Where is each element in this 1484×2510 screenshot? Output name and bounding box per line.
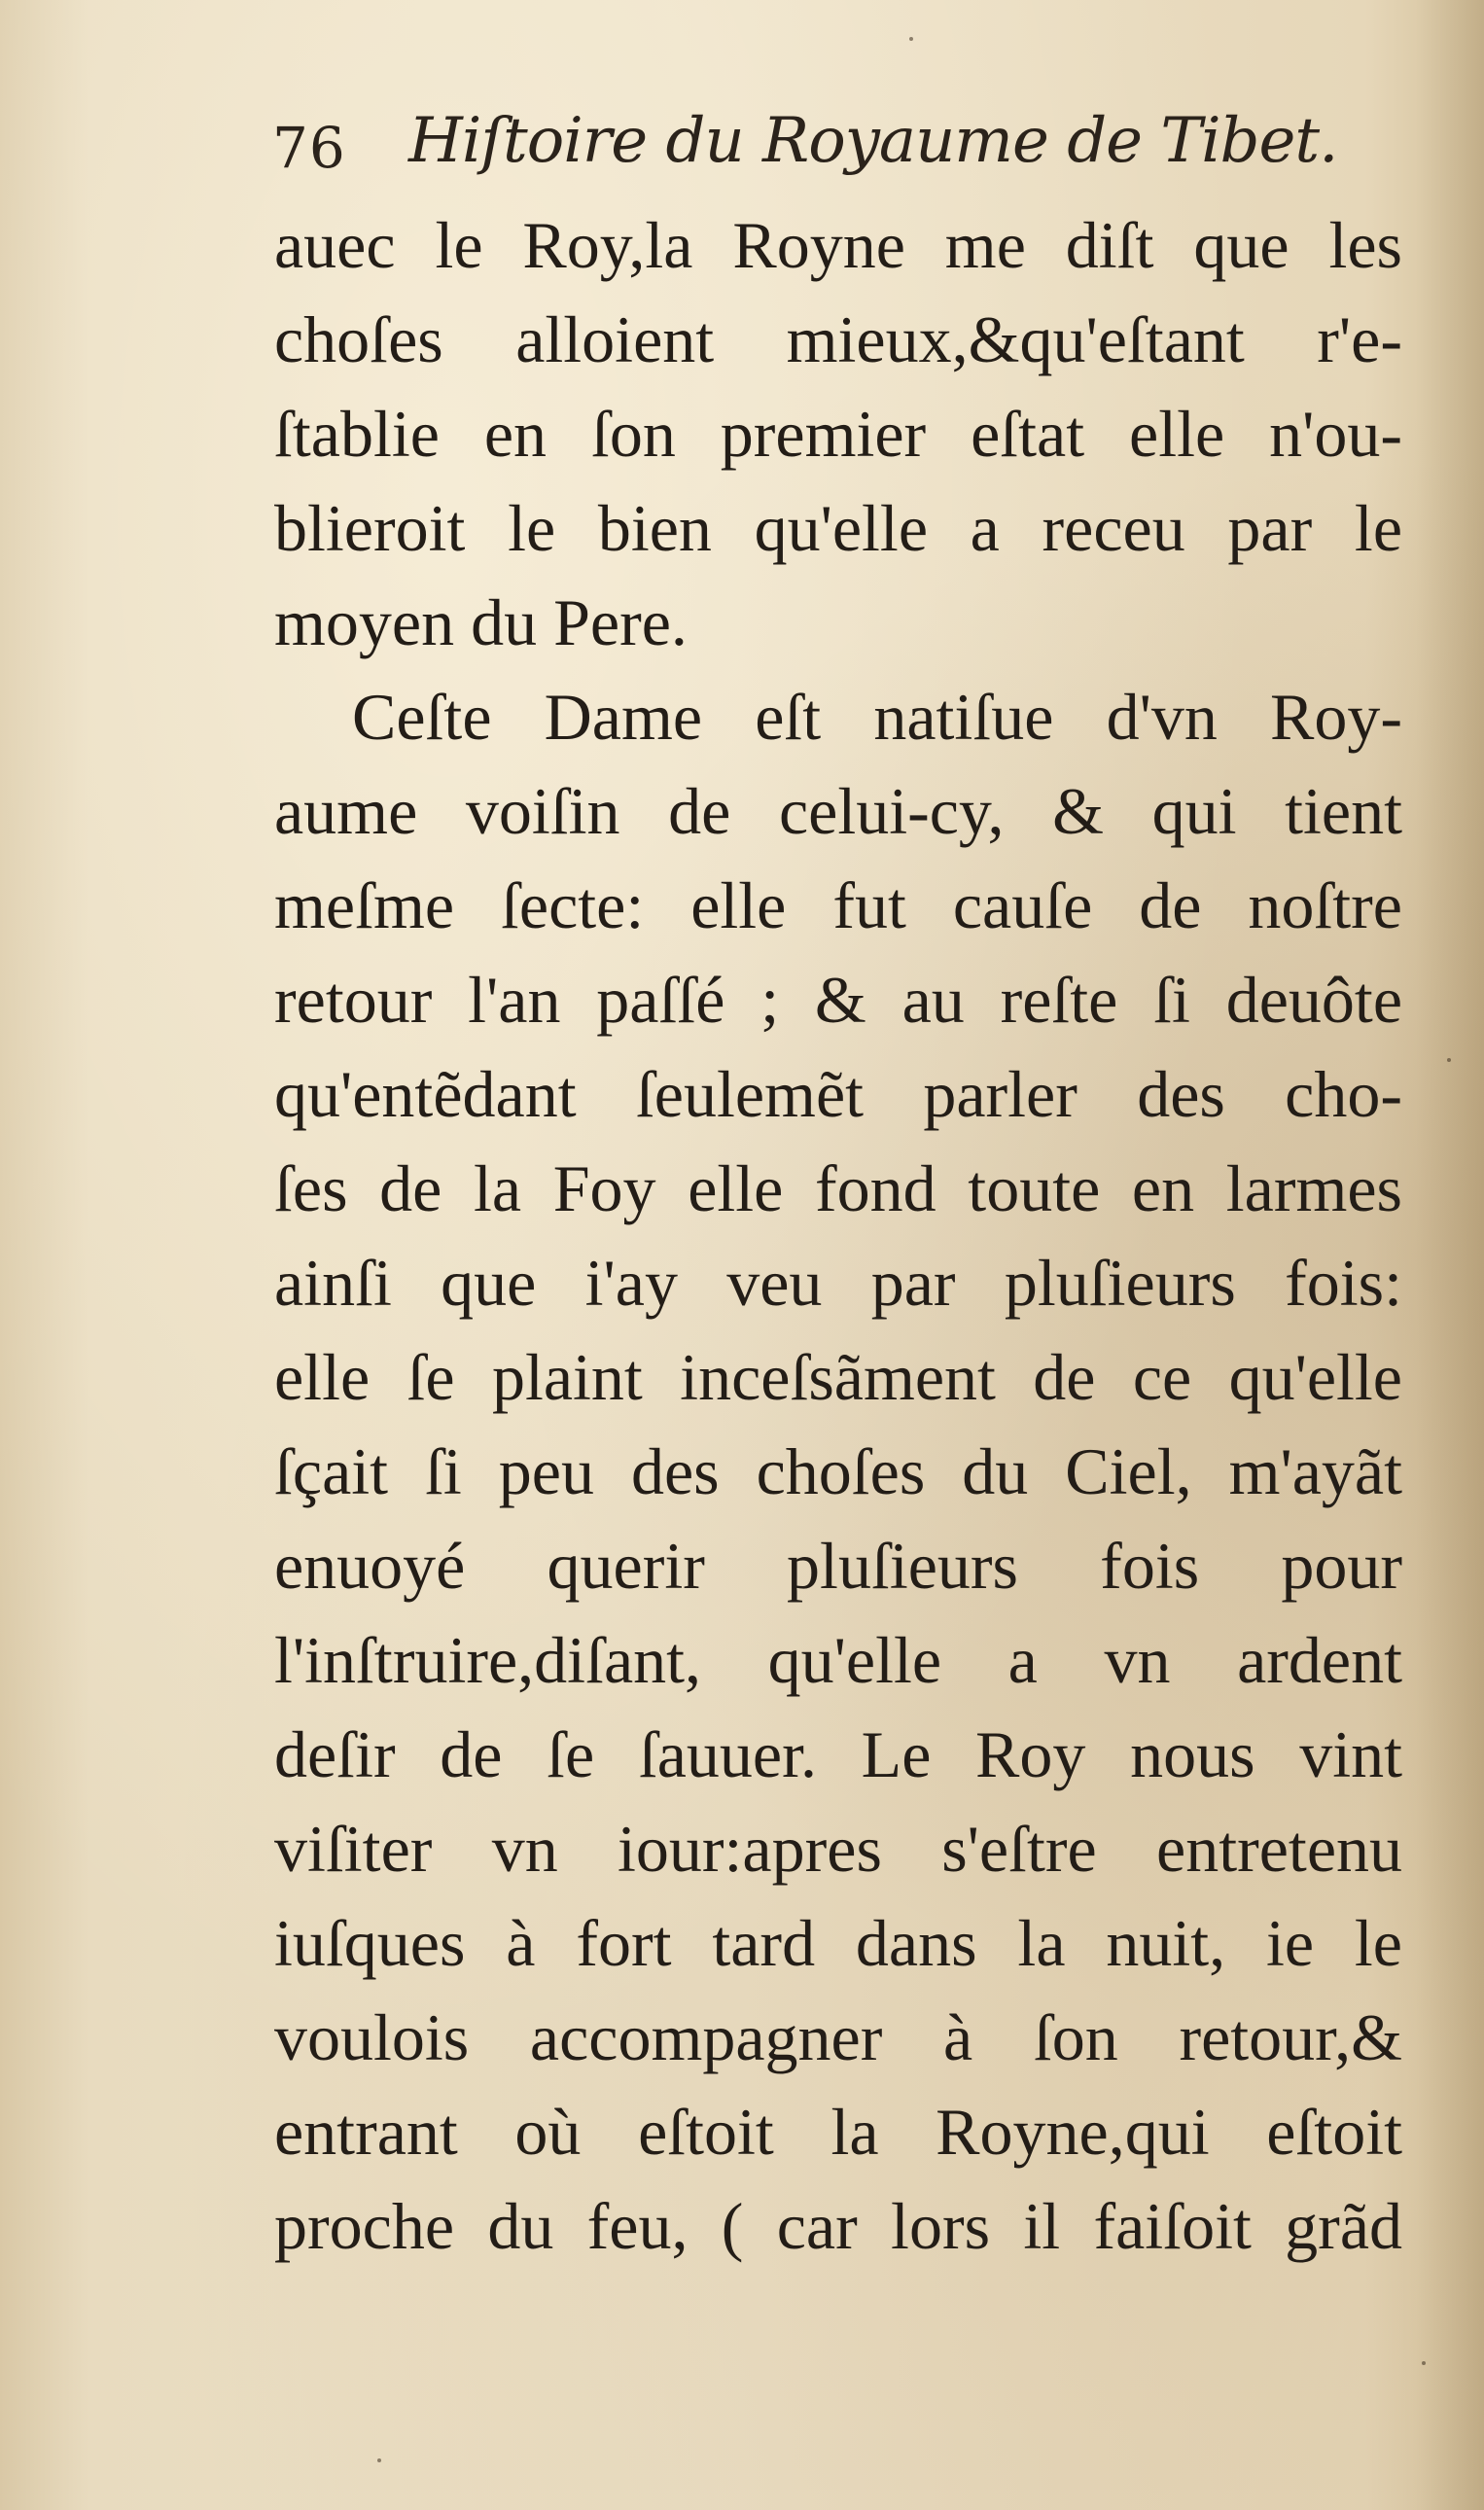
text-line: enuoyé querir pluſieurs fois pour (274, 1529, 1402, 1603)
running-title: Hiſtoire du Royaume de Tibet. (408, 105, 1338, 177)
text-line: qu'entẽdant ſeulemẽt parler des cho- (274, 1057, 1402, 1131)
running-head (272, 105, 1400, 212)
text-line: l'inſtruire,diſant, qu'elle a vn ardent (274, 1623, 1402, 1697)
paper-speck (1447, 1058, 1451, 1062)
text-line: viſiter vn iour:apres s'eſtre entretenu (274, 1812, 1402, 1886)
text-line: voulois accompagner à ſon retour,& (274, 2000, 1402, 2074)
text-line: iuſques à fort tard dans la nuit, ie le (274, 1906, 1402, 1980)
text-line: ſtablie en ſon premier eſtat elle n'ou- (274, 397, 1402, 471)
page-number: 76 (272, 115, 346, 181)
paper-speck (909, 37, 913, 41)
text-line: moyen du Pere. (274, 585, 688, 659)
text-line: ſçait ſi peu des choſes du Ciel, m'ayãt (274, 1434, 1402, 1508)
paper-speck (1422, 2361, 1426, 2365)
body-text (274, 198, 1402, 2274)
page-edge-shadow (1416, 0, 1484, 2510)
text-line: retour l'an paſſé ; & au reſte ſi deuôte (274, 963, 1402, 1037)
text-line: aume voiſin de celui-cy, & qui tient (274, 774, 1402, 848)
text-line: deſir de ſe ſauuer. Le Roy nous vint (274, 1717, 1402, 1791)
text-line: auec le Roy,la Royne me diſt que les (274, 208, 1402, 282)
text-line: ſes de la Foy elle fond toute en larmes (274, 1151, 1402, 1225)
text-line: entrant où eſtoit la Royne,qui eſtoit (274, 2095, 1402, 2169)
text-line: ainſi que i'ay veu par pluſieurs fois: (274, 1246, 1402, 1320)
text-line: elle ſe plaint inceſsãment de ce qu'elle (274, 1340, 1402, 1414)
paragraph-first-line: Ceſte Dame eſt natiſue d'vn Roy- (352, 680, 1402, 754)
text-line: meſme ſecte: elle fut cauſe de noſtre (274, 868, 1402, 942)
text-line: proche du feu, ( car lors il faiſoit grãd (274, 2189, 1402, 2263)
text-line: blieroit le bien qu'elle a receu par le (274, 491, 1402, 565)
paper-speck (377, 2458, 381, 2462)
text-line: choſes alloient mieux,&qu'eſtant r'e- (274, 302, 1402, 376)
